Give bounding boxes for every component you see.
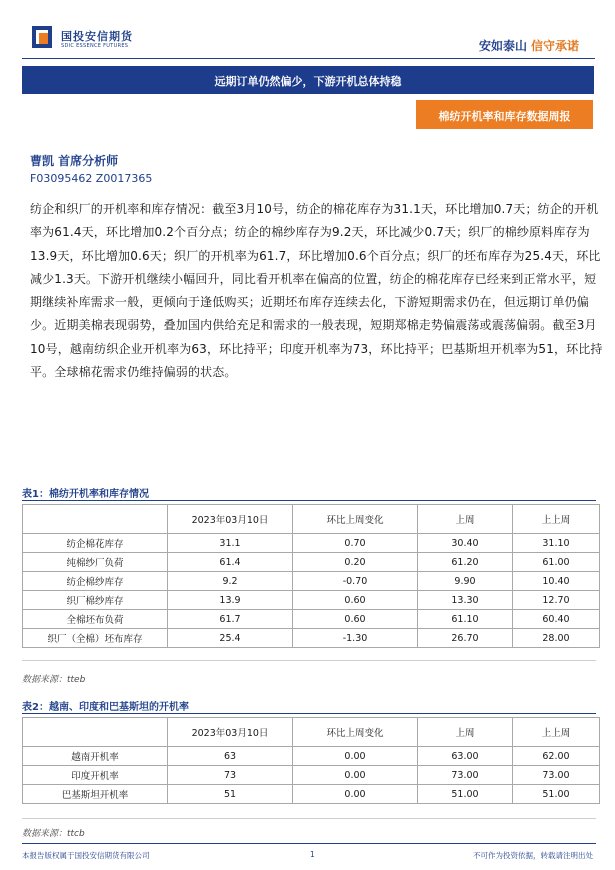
table-cell: 12.70 [513, 591, 600, 610]
table-cell: 26.70 [418, 629, 513, 648]
table-cell: 0.70 [293, 534, 418, 553]
row-label: 越南开机率 [23, 747, 168, 766]
row-label: 织厂棉纱库存 [23, 591, 168, 610]
row-label: 印度开机率 [23, 766, 168, 785]
author-license-ids: F03095462 Z0017365 [30, 172, 153, 185]
table-header-cell: 上周 [418, 505, 513, 534]
row-label: 纯棉纱厂负荷 [23, 553, 168, 572]
table-row [23, 610, 600, 629]
row-label: 织厂（全棉）坯布库存 [23, 629, 168, 648]
table-header-cell: 环比上周变化 [293, 505, 418, 534]
header-divider [22, 58, 595, 59]
table-header-cell: 上周 [418, 718, 513, 747]
page-number: 1 [310, 850, 315, 859]
table-cell: 60.40 [513, 610, 600, 629]
company-name-en: SDIC ESSENCE FUTURES [61, 43, 129, 49]
table-cell: -0.70 [293, 572, 418, 591]
table1-spinning-inventory [22, 504, 600, 648]
table-row [23, 747, 600, 766]
table-cell: 61.10 [418, 610, 513, 629]
table-cell: 9.2 [168, 572, 293, 591]
table-header-cell: 上上周 [513, 718, 600, 747]
table1-source-divider [22, 660, 596, 661]
table-row [23, 572, 600, 591]
row-label: 纺企棉纱库存 [23, 572, 168, 591]
table2-title: 表2：越南、印度和巴基斯坦的开机率 [22, 702, 189, 713]
table2-title-divider [22, 713, 596, 714]
table2-source: 数据来源：ttcb [22, 829, 85, 839]
company-name: 国投安信期货 [61, 30, 133, 43]
table-header-cell: 上上周 [513, 505, 600, 534]
report-body-paragraph: 纺企和织厂的开机率和库存情况：截至3月10号，纺企的棉花库存为31.1天，环比增加0.7天；纺企的开机率为61.4天，环比增加0.2个百分点；纺企的棉纱库存为9.2天，环比减少0.7天；织厂的棉纱原料库存为13.9天，环比增加0.6天；织厂的开机率为61.7，环比增加0.6个百分点；织厂的坯布库存为25.4天，环比减少1.3天。下游开机继续小幅回升，同比看开机率在偏高的位置，纺企的棉花库存已经来到正常水平，短期继续补库需求一般，更倾向于逢低购买；近期坯布库存连续去化，下游短期需求仍在，但远期订单仍偏少。近期美棉表现弱势，叠加国内供给充足和需求的一般表现，短期郑棉走势偏震荡或震荡偏弱。截至3月10号，越南纺织企业开机率为63，环比持平；印度开机率为73，环比持平；巴基斯坦开机率为51，环比持平。全球棉花需求仍维持偏弱的状态。 [30, 202, 603, 380]
table-cell: 13.9 [168, 591, 293, 610]
table-cell: 73.00 [418, 766, 513, 785]
author-name: 曹凯 首席分析师 [30, 154, 119, 168]
table-header-cell: 2023年03月10日 [168, 718, 293, 747]
table-cell: 0.00 [293, 785, 418, 804]
table-cell: 9.90 [418, 572, 513, 591]
table2-country-operating-rate [22, 717, 600, 804]
table1-source: 数据来源：tteb [22, 675, 86, 685]
table1-title: 表1：棉纺开机率和库存情况 [22, 489, 149, 500]
table-cell: 30.40 [418, 534, 513, 553]
row-label: 纺企棉花库存 [23, 534, 168, 553]
table-header-row [23, 718, 600, 747]
table-cell: 73.00 [513, 766, 600, 785]
table-cell: 62.00 [513, 747, 600, 766]
table-cell: 28.00 [513, 629, 600, 648]
table-cell: 51 [168, 785, 293, 804]
report-banner [22, 66, 594, 94]
table-cell: 63.00 [418, 747, 513, 766]
report-type-label: 棉纺开机率和库存数据周报 [438, 110, 571, 123]
table-cell: 0.00 [293, 766, 418, 785]
row-label: 全棉坯布负荷 [23, 610, 168, 629]
report-title: 远期订单仍然偏少，下游开机总体持稳 [214, 75, 402, 88]
table-cell: 61.4 [168, 553, 293, 572]
table-cell: 61.7 [168, 610, 293, 629]
table-cell: 31.10 [513, 534, 600, 553]
table-cell: 0.60 [293, 591, 418, 610]
table-row [23, 785, 600, 804]
company-logo-icon [32, 26, 52, 48]
table-header-cell: 2023年03月10日 [168, 505, 293, 534]
disclaimer: 不可作为投资依据，转载请注明出处 [473, 851, 593, 860]
table-row [23, 553, 600, 572]
slogan [479, 37, 579, 54]
table-row [23, 534, 600, 553]
table-cell: 0.00 [293, 747, 418, 766]
table-header-cell [23, 505, 168, 534]
table-row [23, 591, 600, 610]
table-cell: 13.30 [418, 591, 513, 610]
table-cell: 25.4 [168, 629, 293, 648]
table-cell: 31.1 [168, 534, 293, 553]
row-label: 巴基斯坦开机率 [23, 785, 168, 804]
report-type-tag [416, 100, 593, 129]
copyright-notice: 本报告版权属于国投安信期货有限公司 [22, 851, 150, 860]
slogan-main: 安如泰山 [478, 39, 527, 53]
table-cell: 10.40 [513, 572, 600, 591]
table-cell: 0.60 [293, 610, 418, 629]
table-cell: 63 [168, 747, 293, 766]
table-cell: 0.20 [293, 553, 418, 572]
table-cell: 51.00 [418, 785, 513, 804]
table-header-cell [23, 718, 168, 747]
table2-source-divider [22, 818, 596, 819]
table-row [23, 766, 600, 785]
table-cell: -1.30 [293, 629, 418, 648]
table-row [23, 629, 600, 648]
table-cell: 61.00 [513, 553, 600, 572]
slogan-accent: 信守承诺 [530, 39, 579, 53]
table-header-row [23, 505, 600, 534]
table-cell: 61.20 [418, 553, 513, 572]
table-cell: 73 [168, 766, 293, 785]
table-header-cell: 环比上周变化 [293, 718, 418, 747]
footer-divider [22, 843, 596, 844]
table-cell: 51.00 [513, 785, 600, 804]
table1-title-divider [22, 500, 596, 501]
